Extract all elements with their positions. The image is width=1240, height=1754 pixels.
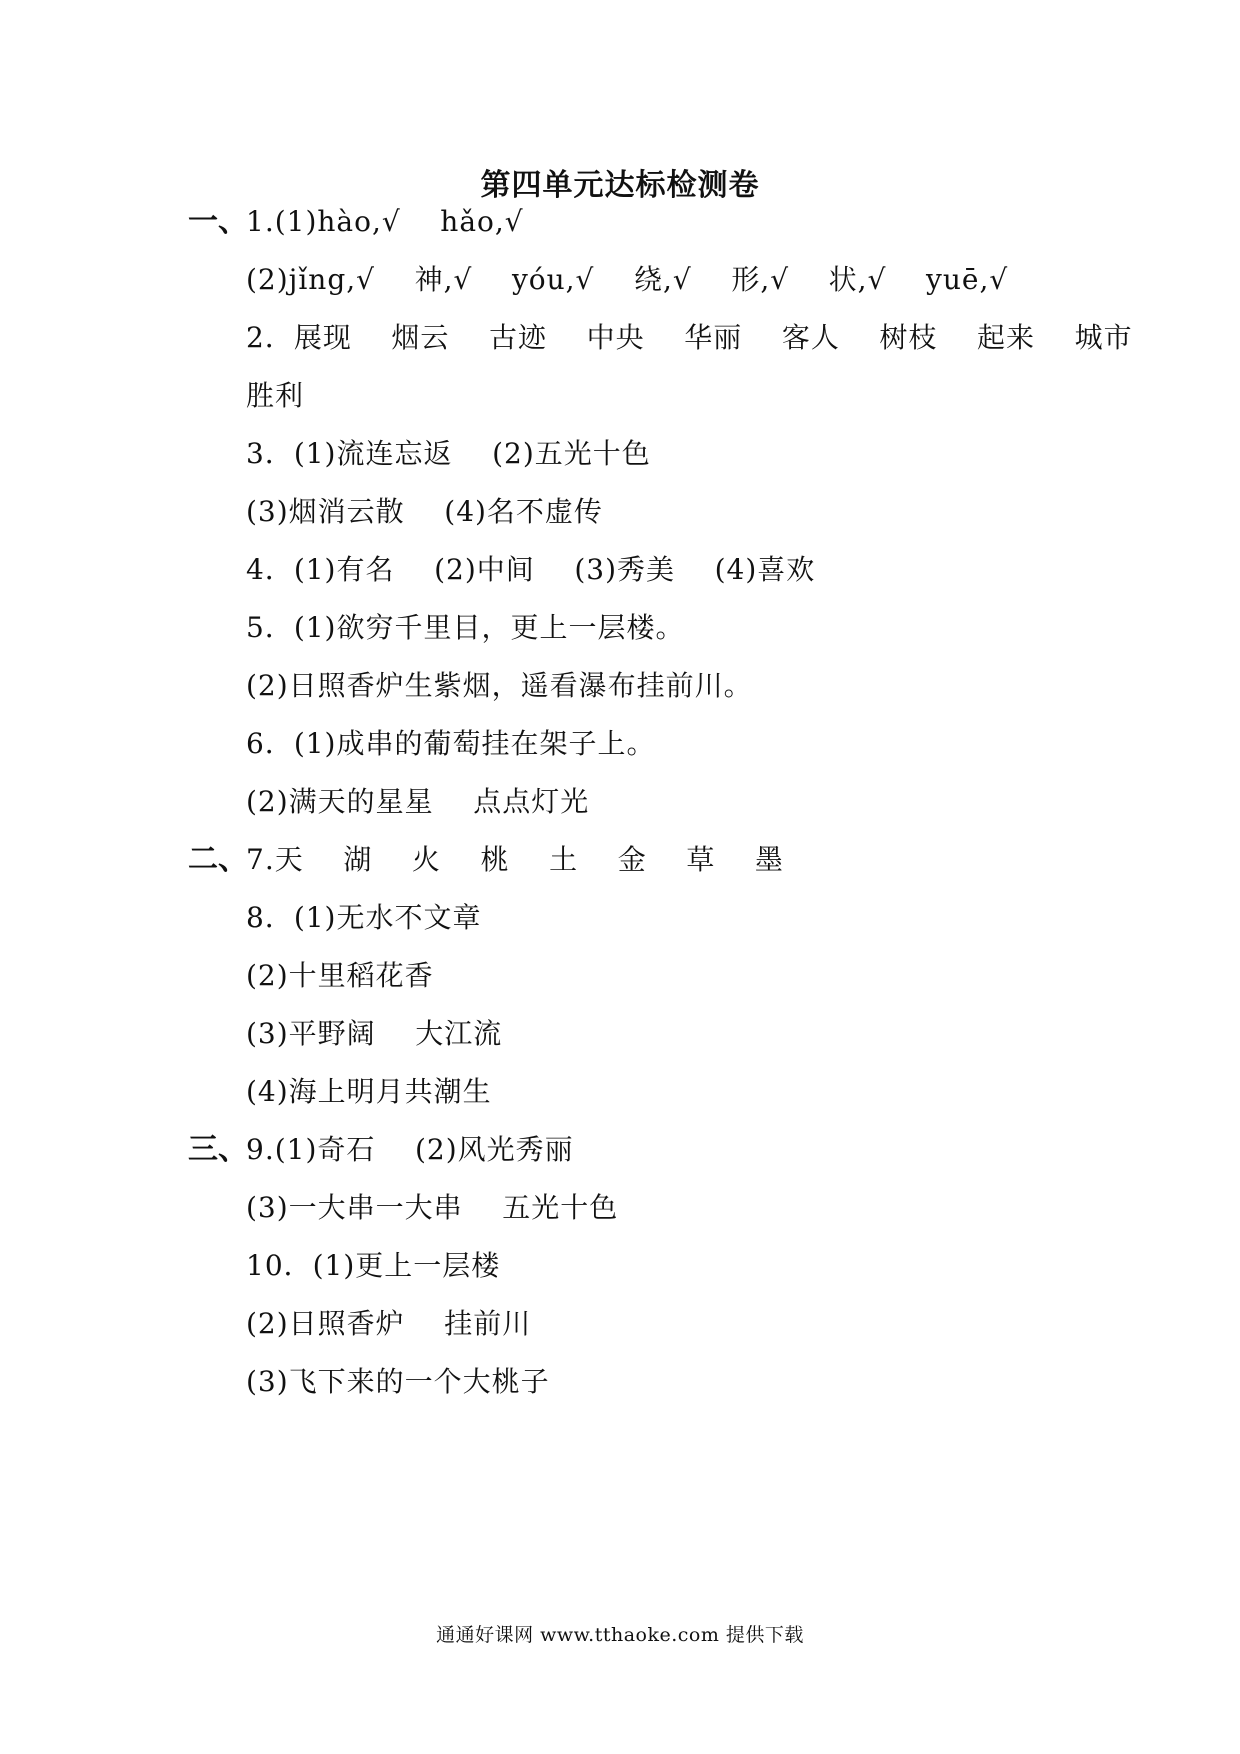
answer-line: (3)飞下来的一个大桃子 [246,1365,550,1398]
answer-line: 1.(1)hào,√ hǎo,√ [246,205,524,238]
answer-line: 6．(1)成串的葡萄挂在架子上。 [246,727,656,760]
answer-line: (2)日照香炉生紫烟，遥看瀑布挂前川。 [246,669,753,702]
answer-line: (2)jǐng,√ 神,√ yóu,√ 绕,√ 形,√ 状,√ yuē,√ [246,263,1009,296]
answer-line: 2．展现 烟云 古迹 中央 华丽 客人 树枝 起来 城市 [246,321,1133,354]
section-2-mark: 二、 [188,842,248,877]
answer-line: (3)平野阔 大江流 [246,1017,503,1050]
section-3-mark: 三、 [188,1132,248,1167]
answer-line: (4)海上明月共潮生 [246,1075,492,1108]
answer-line: 7.天 湖 火 桃 土 金 草 墨 [246,843,784,876]
answer-line: 3．(1)流连忘返 (2)五光十色 [246,437,651,470]
section-1-mark: 一、 [188,204,248,239]
answer-line: 9.(1)奇石 (2)风光秀丽 [246,1133,574,1166]
answer-line: 4．(1)有名 (2)中间 (3)秀美 (4)喜欢 [246,553,816,586]
answer-line: (3)一大串一大串 五光十色 [246,1191,619,1224]
answer-line: (2)日照香炉 挂前川 [246,1307,532,1340]
answer-line: (2)满天的星星 点点灯光 [246,785,590,818]
answer-line: 胜利 [246,379,305,412]
footer-source: 通通好课网 www.tthaoke.com 提供下载 [436,1624,804,1646]
answer-line: 10．(1)更上一层楼 [246,1249,501,1282]
answer-line: (3)烟消云散 (4)名不虚传 [246,495,603,528]
answer-line: (2)十里稻花香 [246,959,434,992]
page-title: 第四单元达标检测卷 [480,168,760,203]
answer-line: 8．(1)无水不文章 [246,901,482,934]
answer-line: 5．(1)欲穷千里目，更上一层楼。 [246,611,685,644]
